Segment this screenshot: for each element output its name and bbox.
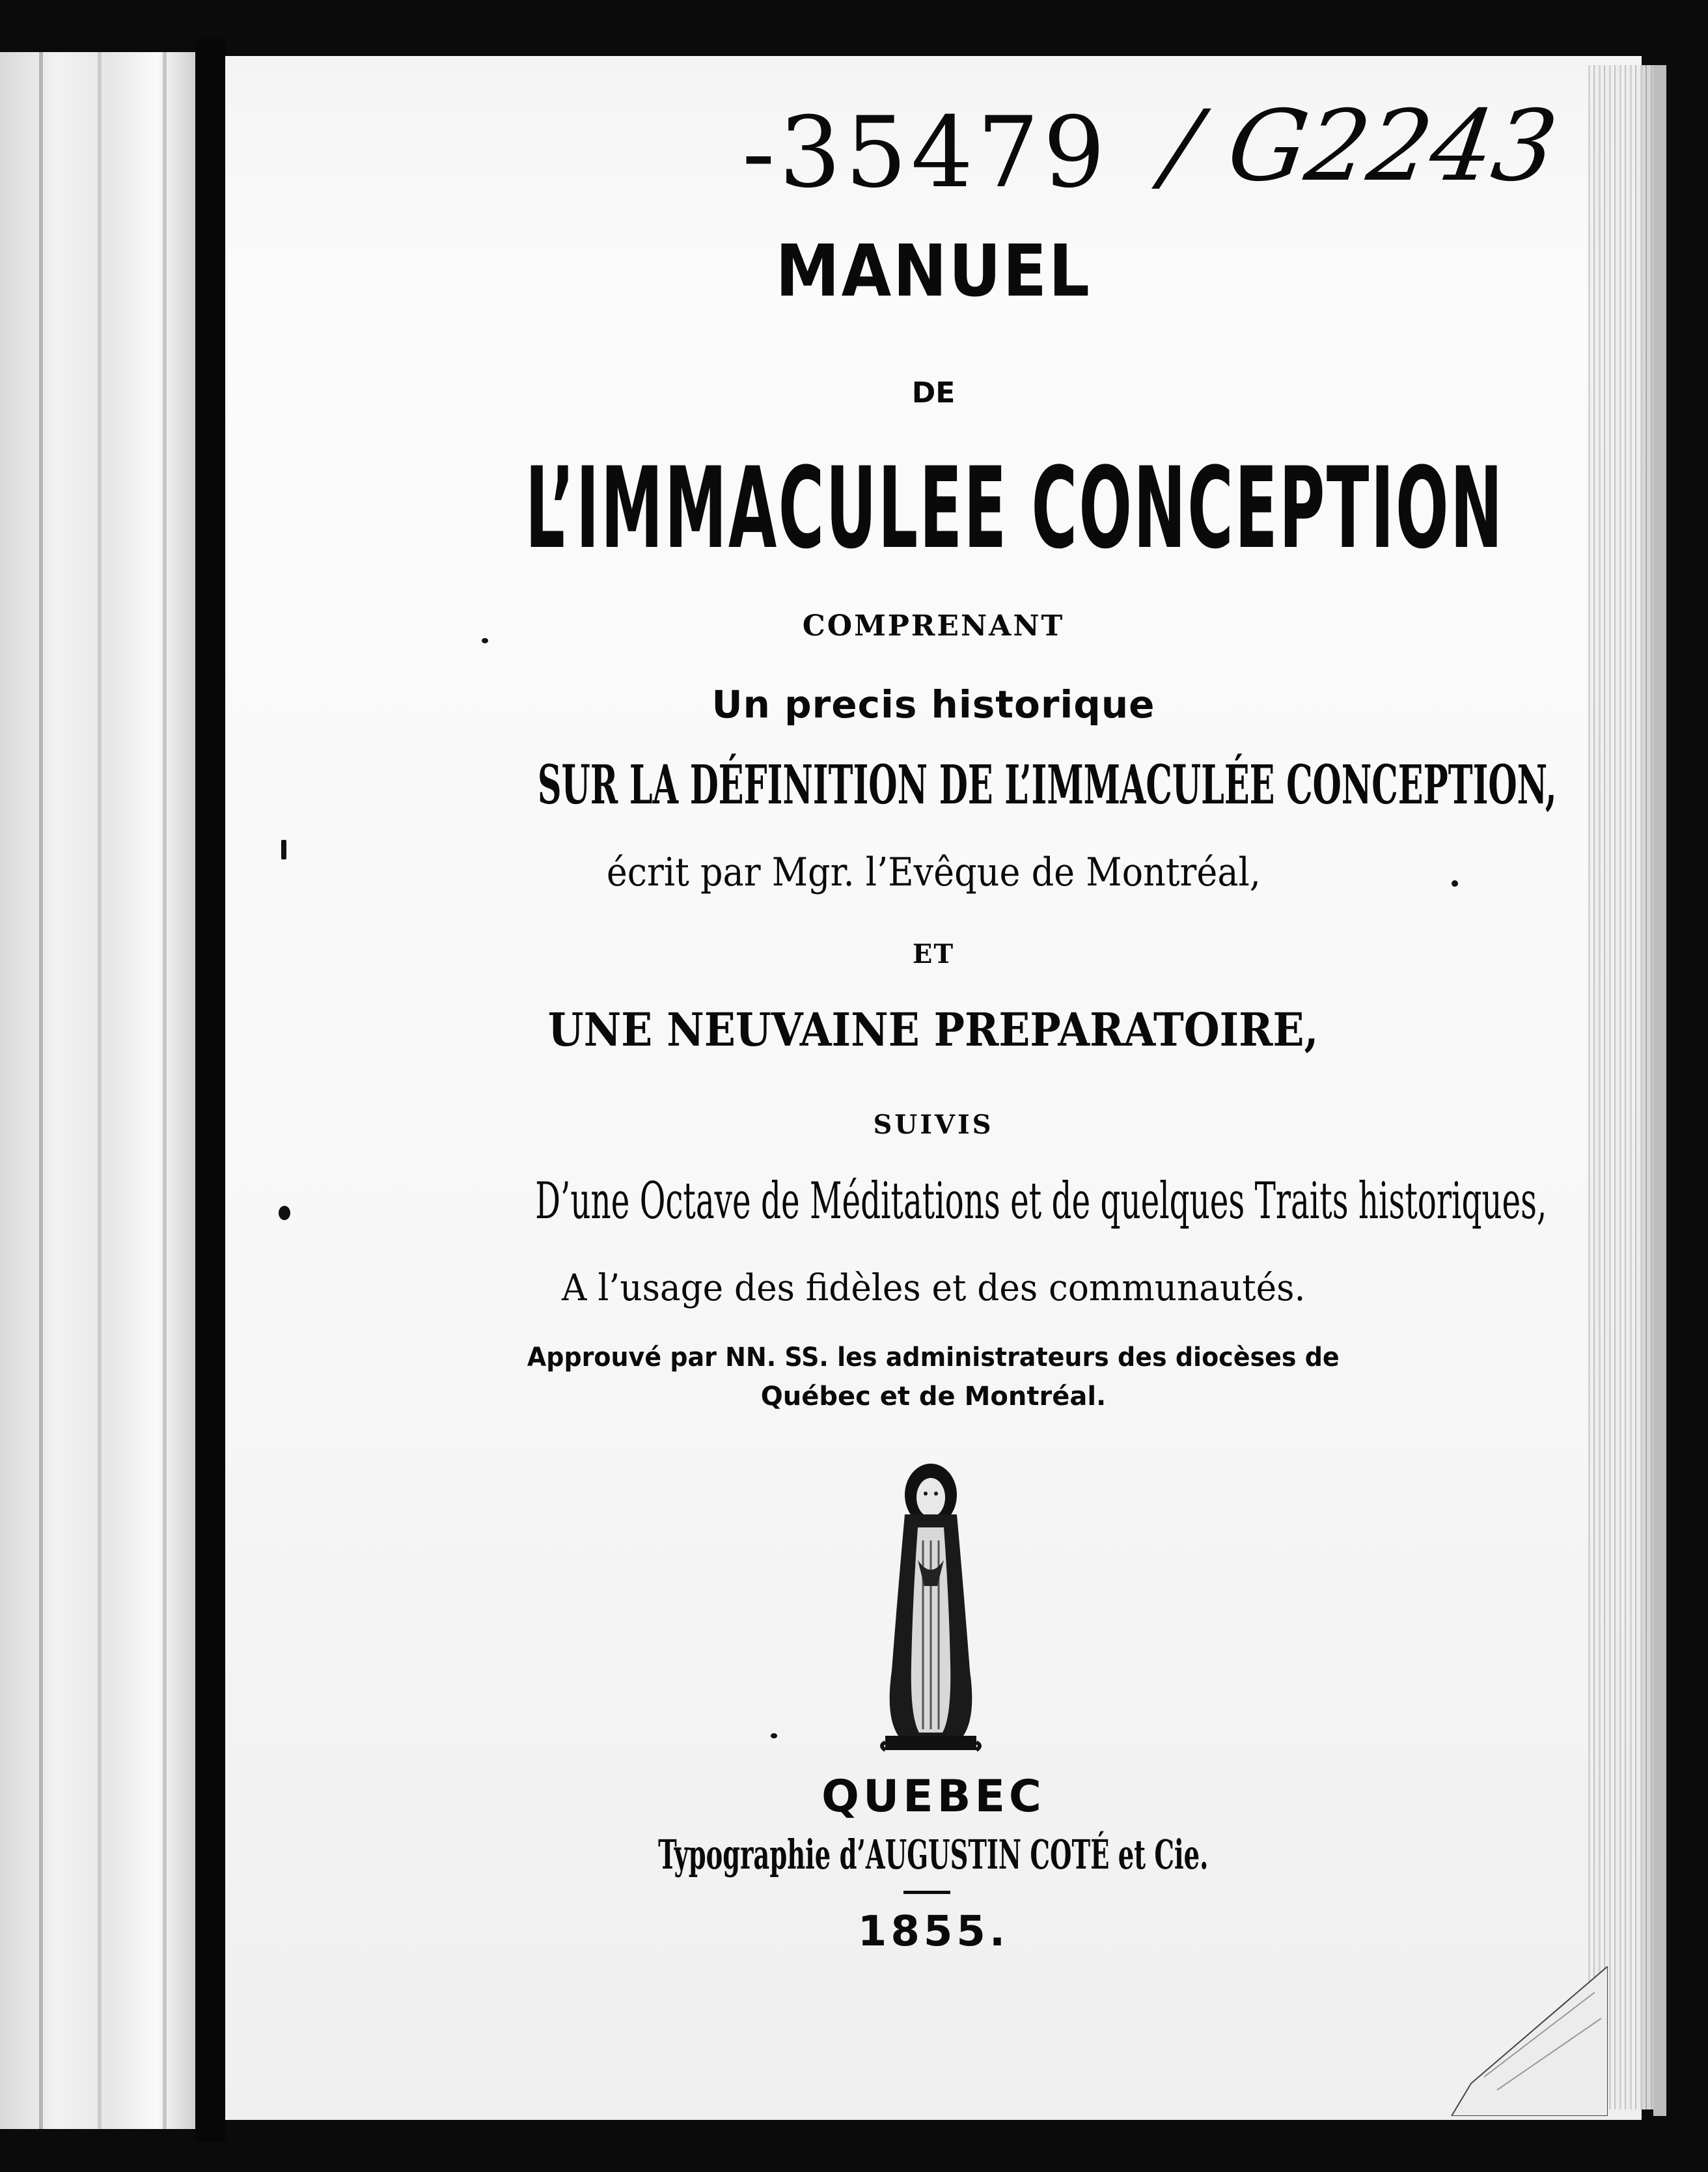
left-page-fragment [0, 52, 195, 2129]
paper-crease [39, 52, 43, 2129]
page-edge-shadow [1653, 65, 1666, 2116]
paper-crease [98, 52, 102, 2129]
book-spine [195, 39, 225, 2142]
scan-speck [1452, 880, 1458, 887]
page-tear [1412, 1966, 1608, 2116]
scan-speck [279, 1206, 290, 1220]
usage-line [225, 1267, 1642, 1309]
precis-line: Un precis historique [711, 682, 1155, 727]
imprint-rule [903, 1891, 950, 1894]
imprint-printer [225, 1831, 1642, 1878]
approval-text: Approuvé par NN. SS. les administrateurs des diocèses de [527, 1343, 1340, 1372]
author-line [225, 850, 1642, 895]
main-title-text: L’IMMACULEE CONCEPTION [525, 443, 1504, 574]
main-title [225, 443, 1642, 574]
call-number-text: G2243 [1221, 90, 1564, 203]
scan-speck [482, 638, 488, 643]
neuvaine-text: UNE NEUVAINE PREPARATOIRE, [548, 1003, 1319, 1057]
title-de: DE [911, 376, 956, 410]
virgin-mary-figure-icon [872, 1456, 989, 1755]
imprint-printer-text: Typographie d’AUGUSTIN COTÉ et Cie. [658, 1831, 1209, 1878]
scan-speck [771, 1733, 777, 1738]
approval-line-cont: Québec et de Montréal. [760, 1382, 1107, 1412]
catalog-separator: / [1157, 90, 1206, 203]
et-line: ET [912, 939, 955, 969]
catalog-number-text: -35479 [742, 96, 1109, 210]
approval-line [225, 1343, 1642, 1372]
imprint-year: 1855. [857, 1908, 1010, 1956]
catalog-number [742, 96, 1109, 210]
neuvaine-line [225, 1003, 1642, 1057]
usage-text: A l’usage des fidèles et des communautés. [561, 1267, 1306, 1309]
title-manuel: MANUEL [775, 229, 1092, 313]
suivis-line: SUIVIS [873, 1109, 994, 1140]
paper-crease [163, 52, 167, 2129]
octave-text: D’une Octave de Méditations et de quelques Traits historiques, [535, 1172, 1547, 1231]
author-text: écrit par Mgr. l’Evêque de Montréal, [606, 850, 1261, 895]
imprint-city: QUEBEC [821, 1771, 1045, 1822]
scan-speck [281, 840, 286, 859]
octave-line [225, 1172, 1642, 1231]
definition-text: SUR LA DÉFINITION DE L’IMMACULÉE CONCEPTION, [537, 754, 1557, 816]
call-number-handwritten [1157, 90, 1564, 203]
comprenant-line: COMPRENANT [802, 609, 1065, 643]
definition-line [225, 754, 1642, 816]
